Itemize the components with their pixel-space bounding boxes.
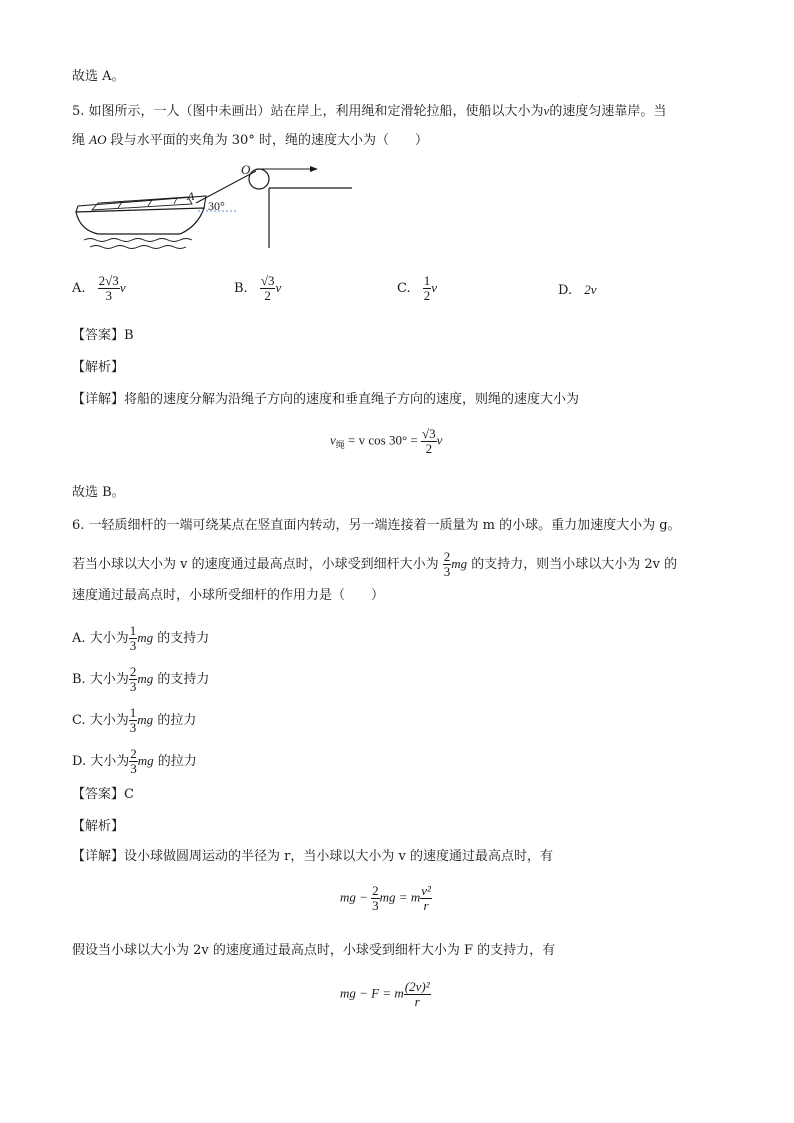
label-angle: 30° — [208, 199, 225, 213]
frac-num: (2v)² — [404, 979, 430, 994]
frac-den: 2 — [264, 288, 271, 303]
q5-answer: 【答案】B — [72, 328, 134, 343]
var-mg: mg — [451, 556, 468, 571]
option-value: 2v — [584, 282, 597, 297]
frac-num: √3 — [260, 273, 275, 288]
frac-den: 2 — [423, 288, 431, 303]
eq-part-b: mg = m — [379, 889, 421, 905]
label-a: A — [187, 189, 195, 203]
q5-analysis: 【解析】 — [72, 360, 125, 375]
q6-assumption: 假设当小球以大小为 2v 的速度通过最高点时，小球受到细杆大小为 F 的支持力，有 — [72, 943, 556, 958]
frac-num: 1 — [129, 705, 137, 720]
frac-num: 2√3 — [98, 273, 119, 288]
var-mg: mg — [137, 753, 154, 768]
q5-detail: 【详解】将船的速度分解为沿绳子方向的速度和垂直绳子方向的速度，则绳的速度大小为 — [72, 392, 580, 407]
q5-var-v: v — [543, 103, 550, 118]
option-post: 的拉力 — [157, 713, 197, 728]
frac-den: 3 — [443, 564, 451, 579]
q5-option-d — [558, 282, 597, 298]
q6-equation-1 — [340, 884, 432, 913]
eq-v: v — [436, 432, 443, 448]
label-o: O — [241, 162, 251, 177]
arrow-head — [310, 166, 318, 172]
frac-den: 3 — [372, 898, 379, 913]
q6-equation-2 — [340, 980, 431, 1009]
q6-stem-line2 — [72, 550, 677, 579]
frac-num: 2 — [372, 883, 379, 898]
q5-equation — [330, 427, 442, 456]
q5-option-c — [397, 274, 437, 303]
frac-num: 2 — [443, 549, 451, 564]
q5-stem-line2 — [72, 131, 428, 150]
q5-text-b: 的速度匀速靠岸。当 — [549, 104, 667, 119]
frac-num: 1 — [129, 623, 137, 638]
var-mg: mg — [137, 712, 154, 727]
q5-stem-line1 — [72, 102, 666, 121]
option-pre: 大小为 — [89, 631, 129, 646]
option-pre: 大小为 — [89, 713, 129, 728]
q6-text-a: 若当小球以大小为 v 的速度通过最高点时，小球受到细杆大小为 — [72, 557, 439, 572]
frac-den: r — [423, 898, 429, 913]
q6-option-a — [72, 624, 209, 653]
frac-den: r — [414, 994, 420, 1009]
var-v: v — [275, 280, 282, 295]
eq-sub: 绳 — [335, 441, 345, 452]
q6-option-b — [72, 665, 209, 694]
option-post: 的拉力 — [157, 754, 197, 769]
option-letter: C. — [397, 281, 411, 296]
eq-lhs: v — [330, 432, 336, 448]
q5-option-b — [234, 274, 281, 303]
frac-den: 3 — [130, 761, 137, 776]
q5-figure — [70, 160, 370, 255]
q6-text-b: 的支持力，则当小球以大小为 2v 的 — [471, 557, 678, 572]
pulley — [249, 169, 269, 189]
frac-den: 3 — [129, 679, 137, 694]
eq-part-a: mg − — [340, 889, 372, 905]
q6-stem-line1: 6. 一轻质细杆的一端可绕某点在竖直面内转动，另一端连接着一质量为 m 的小球。重力加速度大小为 g。 — [72, 518, 681, 533]
var-v: v — [119, 280, 126, 295]
option-letter: B. — [234, 281, 248, 296]
q5-option-a — [72, 274, 126, 303]
option-pre: 大小为 — [90, 754, 130, 769]
frac-num: 2 — [129, 664, 137, 679]
eq-part-a: mg − F = m — [340, 985, 404, 1001]
frac-den: 2 — [425, 441, 433, 456]
eq-mid: = v cos 30° = — [344, 432, 421, 448]
option-post: 的支持力 — [157, 672, 210, 687]
frac-den: 3 — [105, 288, 112, 303]
q5-conclusion: 故选 B。 — [72, 485, 125, 500]
q6-detail: 【详解】设小球做圆周运动的半径为 r，当小球以大小为 v 的速度通过最高点时，有 — [72, 849, 553, 864]
q5-text-a: 5. 如图所示，一人（图中未画出）站在岸上，利用绳和定滑轮拉船，使船以大小为 — [72, 104, 544, 119]
q6-answer: 【答案】C — [72, 787, 134, 802]
option-letter: C. — [72, 713, 86, 728]
option-letter: D. — [558, 283, 573, 298]
frac-num: 2 — [130, 746, 137, 761]
conclusion-prev: 故选 A。 — [72, 69, 125, 84]
option-pre: 大小为 — [89, 672, 129, 687]
frac-num: 1 — [423, 273, 431, 288]
option-letter: A. — [72, 631, 86, 646]
option-post: 的支持力 — [157, 631, 210, 646]
q5-text-d: 段与水平面的夹角为 30° 时，绳的速度大小为（ ） — [110, 133, 428, 148]
q6-analysis: 【解析】 — [72, 819, 125, 834]
option-letter: B. — [72, 672, 86, 687]
frac-den: 3 — [129, 638, 137, 653]
q6-stem-line3: 速度通过最高点时，小球所受细杆的作用力是（ ） — [72, 588, 385, 603]
option-letter: D. — [72, 754, 87, 769]
water-waves — [84, 239, 192, 242]
q6-option-c — [72, 706, 196, 735]
var-mg: mg — [137, 630, 154, 645]
var-v: v — [431, 280, 438, 295]
frac-den: 3 — [129, 720, 137, 735]
q6-option-d — [72, 747, 197, 776]
q5-var-ao: AO — [89, 132, 107, 147]
var-mg: mg — [137, 671, 154, 686]
boat-hull — [76, 208, 204, 234]
frac-num: √3 — [422, 426, 436, 441]
frac-num: v² — [421, 883, 431, 898]
option-letter: A. — [72, 281, 86, 296]
q5-text-c: 绳 — [72, 133, 86, 148]
